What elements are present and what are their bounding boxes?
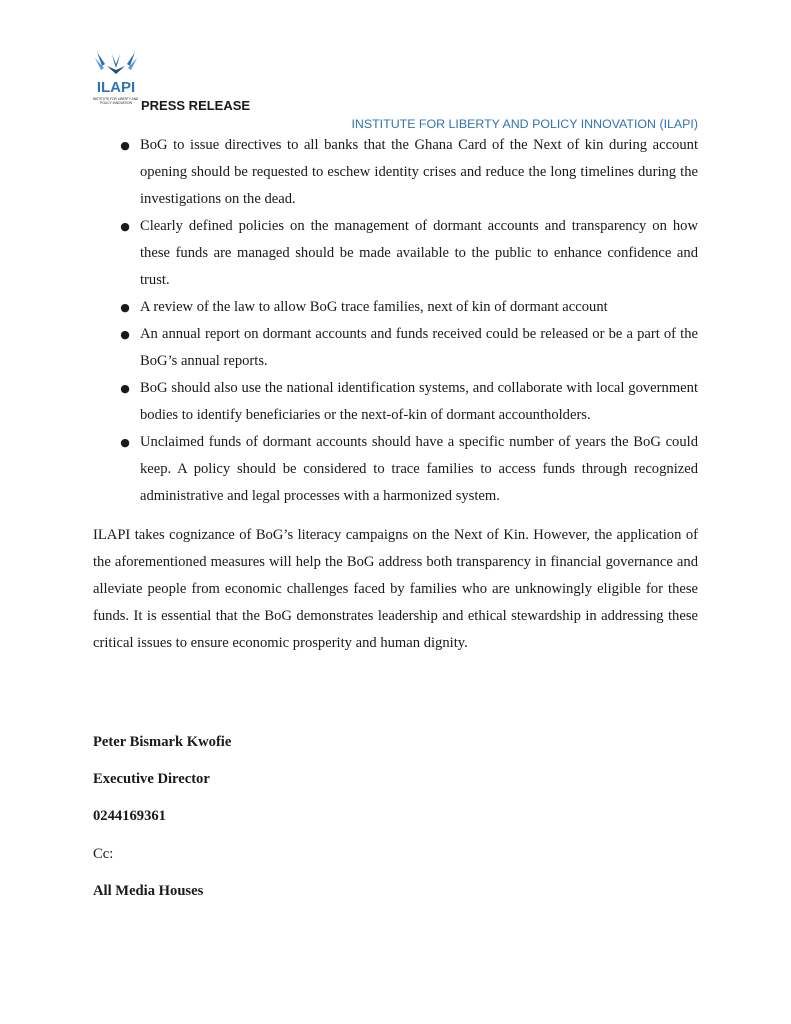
signatory-phone: 0244169361 <box>93 808 166 824</box>
list-item-text: Unclaimed funds of dormant accounts should have a specific number of years the BoG could keep. A policy should be considered to trace families to access funds through recognized administrative and legal processes with a harmonized system. <box>140 434 698 504</box>
logo-subtext: INSTITUTE FOR LIBERTY AND POLICY INNOVATION <box>93 97 139 105</box>
signatory-title: Executive Director <box>93 771 210 787</box>
list-item-text: A review of the law to allow BoG trace families, next of kin of dormant account <box>140 299 608 315</box>
closing-paragraph: ILAPI takes cognizance of BoG’s literacy campaigns on the Next of Kin. However, the application of the aforementioned measures will help the BoG address both transparency in financial governance and alleviate people from economic challenges faced by families who are unknowingly eligible for these funds. It is essential that the BoG demonstrates leadership and ethical stewardship in addressing these critical issues to ensure economic prosperity and human dignity. <box>93 527 698 651</box>
bullet-icon: ● <box>120 436 130 449</box>
bullet-icon: ● <box>120 382 130 395</box>
list-item-text: An annual report on dormant accounts and funds received could be released or be a part of the BoG’s annual reports. <box>140 326 698 369</box>
list-item <box>93 429 698 510</box>
ilapi-logo-graphic <box>93 50 139 108</box>
press-release-heading: PRESS RELEASE <box>141 98 251 113</box>
recommendations-list <box>93 132 698 510</box>
list-item <box>93 213 698 294</box>
list-item <box>93 294 698 321</box>
bullet-icon: ● <box>120 139 130 152</box>
bullet-icon: ● <box>120 220 130 233</box>
logo-wordmark: ILAPI <box>96 79 136 96</box>
list-item-text: Clearly defined policies on the management of dormant accounts and transparency on how these funds are managed should be made available to the public to enhance confidence and trust. <box>140 218 698 288</box>
cc-label: Cc: <box>93 846 114 862</box>
institute-name: INSTITUTE FOR LIBERTY AND POLICY INNOVATION (ILAPI) <box>351 117 698 131</box>
list-item-text: BoG should also use the national identification systems, and collaborate with local government bodies to identify beneficiaries or the next-of-kin of dormant accountholders. <box>140 380 698 423</box>
list-item <box>93 132 698 213</box>
cc-recipients: All Media Houses <box>93 883 204 899</box>
bullet-icon: ● <box>120 328 130 341</box>
list-item <box>93 321 698 375</box>
list-item-text: BoG to issue directives to all banks that the Ghana Card of the Next of kin during account opening should be requested to eschew identity crises and reduce the long timelines during the investigations on the dead. <box>140 137 698 207</box>
list-item <box>93 375 698 429</box>
bullet-icon: ● <box>120 301 130 314</box>
signatory-name: Peter Bismark Kwofie <box>93 734 232 750</box>
ilapi-logo <box>93 50 139 108</box>
